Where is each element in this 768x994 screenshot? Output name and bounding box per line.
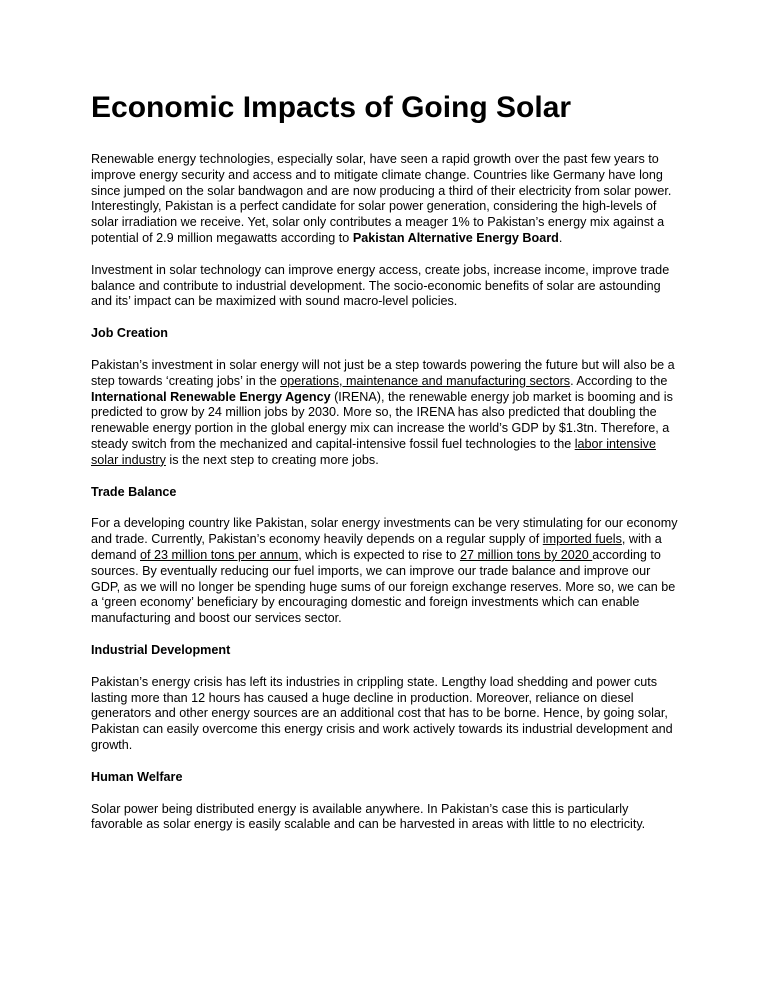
intro-paragraph <box>91 152 681 247</box>
job-link-sectors[interactable]: operations, maintenance and manufacturing sectors <box>280 373 571 388</box>
human-welfare-paragraph: Solar power being distributed energy is available anywhere. In Pakistan’s case this is particularly favorable as solar energy is easily scalable and can be harvested in areas with little to no electricity. <box>91 801 646 832</box>
trade-text-1: For a developing country like Pakistan, solar energy investments can be very stimulating for our economy and trade. Currently, Pakistan’s economy heavily depends on a regular supply of <box>91 516 678 547</box>
industrial-development-paragraph: Pakistan’s energy crisis has left its industries in crippling state. Lengthy load shedding and power cuts lasting more than 12 hours has caused a huge decline in production. Moreover, reliance on diesel generators and other energy sources are an additional cost that has to be borne. Hence, by going solar, Pakistan can easily overcome this energy crisis and work actively towards its industrial development and growth. <box>91 674 673 752</box>
job-link-solar-industry[interactable]: labor intensive solar industry <box>91 436 656 467</box>
document-page <box>91 90 681 833</box>
human-welfare-heading: Human Welfare <box>91 769 183 784</box>
trade-text-3: , which is expected to rise to <box>298 547 460 562</box>
intro-text-2: . <box>558 230 563 245</box>
job-text-4: is the next step to creating more jobs. <box>165 452 379 467</box>
document-title: Economic Impacts of Going Solar <box>91 91 572 124</box>
trade-balance-paragraph <box>91 516 681 627</box>
trade-text-4: according to sources. By eventually reducing our fuel imports, we can improve our trade balance and improve our GDP, as we will no longer be spending huge sums of our foreign exchange reserves. More so, we can be a ‘green economy’ beneficiary by encouraging domestic and foreign investments which can enable manufacturing and boost our services sector. <box>91 547 676 626</box>
industrial-development-heading: Industrial Development <box>91 642 231 657</box>
job-bold-irena: International Renewable Energy Agency <box>91 389 331 404</box>
job-text-1: Pakistan’s investment in solar energy will not just be a step towards powering the future but will also be a step towards ‘creating jobs’ in the <box>91 357 675 388</box>
job-creation-paragraph <box>91 358 681 469</box>
intro-text-1: Renewable energy technologies, especially solar, have seen a rapid growth over the past few years to improve energy security and access and to mitigate climate change. Countries like Germany have long since jumped on the solar bandwagon and are now producing a third of their electricity from solar power. Interestingly, Pakistan is a perfect candidate for solar power generation, considering the high-levels of solar irradiation we receive. Yet, solar only contributes a meager 1% to Pakistan’s energy mix against a potential of 2.9 million megawatts according to <box>91 152 672 245</box>
trade-text-2: , with a demand <box>91 532 662 562</box>
job-text-3: (IRENA), the renewable energy job market is booming and is predicted to grow by 24 million jobs by 2030. More so, the IRENA has also predicted that doubling the renewable energy portion in the global energy mix can increase the world’s GDP by $1.3tn. Therefore, a steady switch from the mechanized and capital-intensive fossil fuel technologies to the <box>91 389 673 451</box>
investment-paragraph: Investment in solar technology can improve energy access, create jobs, increase income, improve trade balance and contribute to industrial development. The socio-economic benefits of solar are astounding and its’ impact can be maximized with sound macro-level policies. <box>91 262 670 309</box>
trade-link-23-million[interactable]: of 23 million tons per annum <box>140 547 299 562</box>
intro-bold-board: Pakistan Alternative Energy Board <box>352 230 559 245</box>
trade-link-27-million[interactable]: 27 million tons by 2020 <box>459 547 593 562</box>
job-text-2: . According to the <box>570 373 668 388</box>
trade-link-imported-fuels[interactable]: imported fuels <box>542 532 622 547</box>
job-creation-heading: Job Creation <box>91 326 168 341</box>
trade-balance-heading: Trade Balance <box>91 484 177 499</box>
